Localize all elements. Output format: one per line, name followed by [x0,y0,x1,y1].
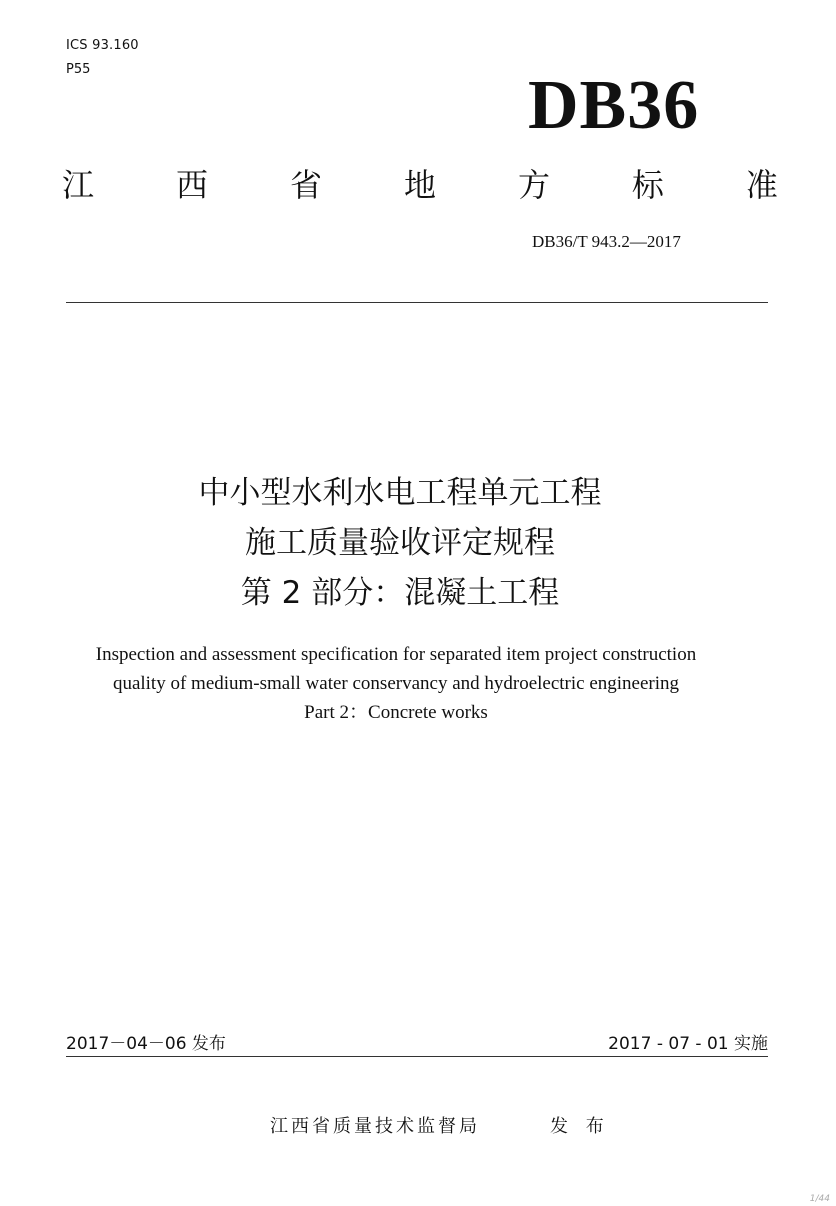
standard-number: DB36/T 943.2—2017 [532,232,681,251]
standard-type-char: 地 [403,166,436,204]
page-number: 1/44 [809,1194,830,1204]
standard-type-char: 省 [289,166,322,204]
issuer-action: 发 布 [550,1116,610,1137]
date-row [66,1032,768,1056]
chinese-title [0,468,800,618]
standard-type-heading [62,160,778,210]
standard-type-char: 西 [175,166,208,204]
issuer-name: 江西省质量技术监督局 [270,1116,480,1137]
ics-code: ICS 93.160 [66,38,139,53]
chinese-title-line: 中小型水利水电工程单元工程 [198,475,602,511]
chinese-title-line: 第 2 部分：混凝土工程 [240,575,560,611]
standard-type-char: 标 [631,166,664,204]
english-title-line: quality of medium-small water conservancy and hydroelectric engineering [112,673,680,694]
english-title [0,640,792,727]
issue-date: 2017－04－06 发布 [66,1034,226,1054]
chinese-title-line: 施工质量验收评定规程 [245,525,555,561]
english-title-line: Part 2：Concrete works [304,702,488,723]
implementation-date: 2017 - 07 - 01 实施 [608,1034,768,1054]
standard-type-char: 方 [517,166,550,204]
standard-type-char: 准 [745,166,778,204]
english-title-line: Inspection and assessment specification for separated item project construction [95,644,697,665]
footer-divider [66,1056,768,1057]
classification-code: P55 [66,62,91,77]
standard-type-char: 江 [62,166,95,204]
header-divider [66,302,768,303]
db-mark-logo: DB36 [528,67,700,144]
